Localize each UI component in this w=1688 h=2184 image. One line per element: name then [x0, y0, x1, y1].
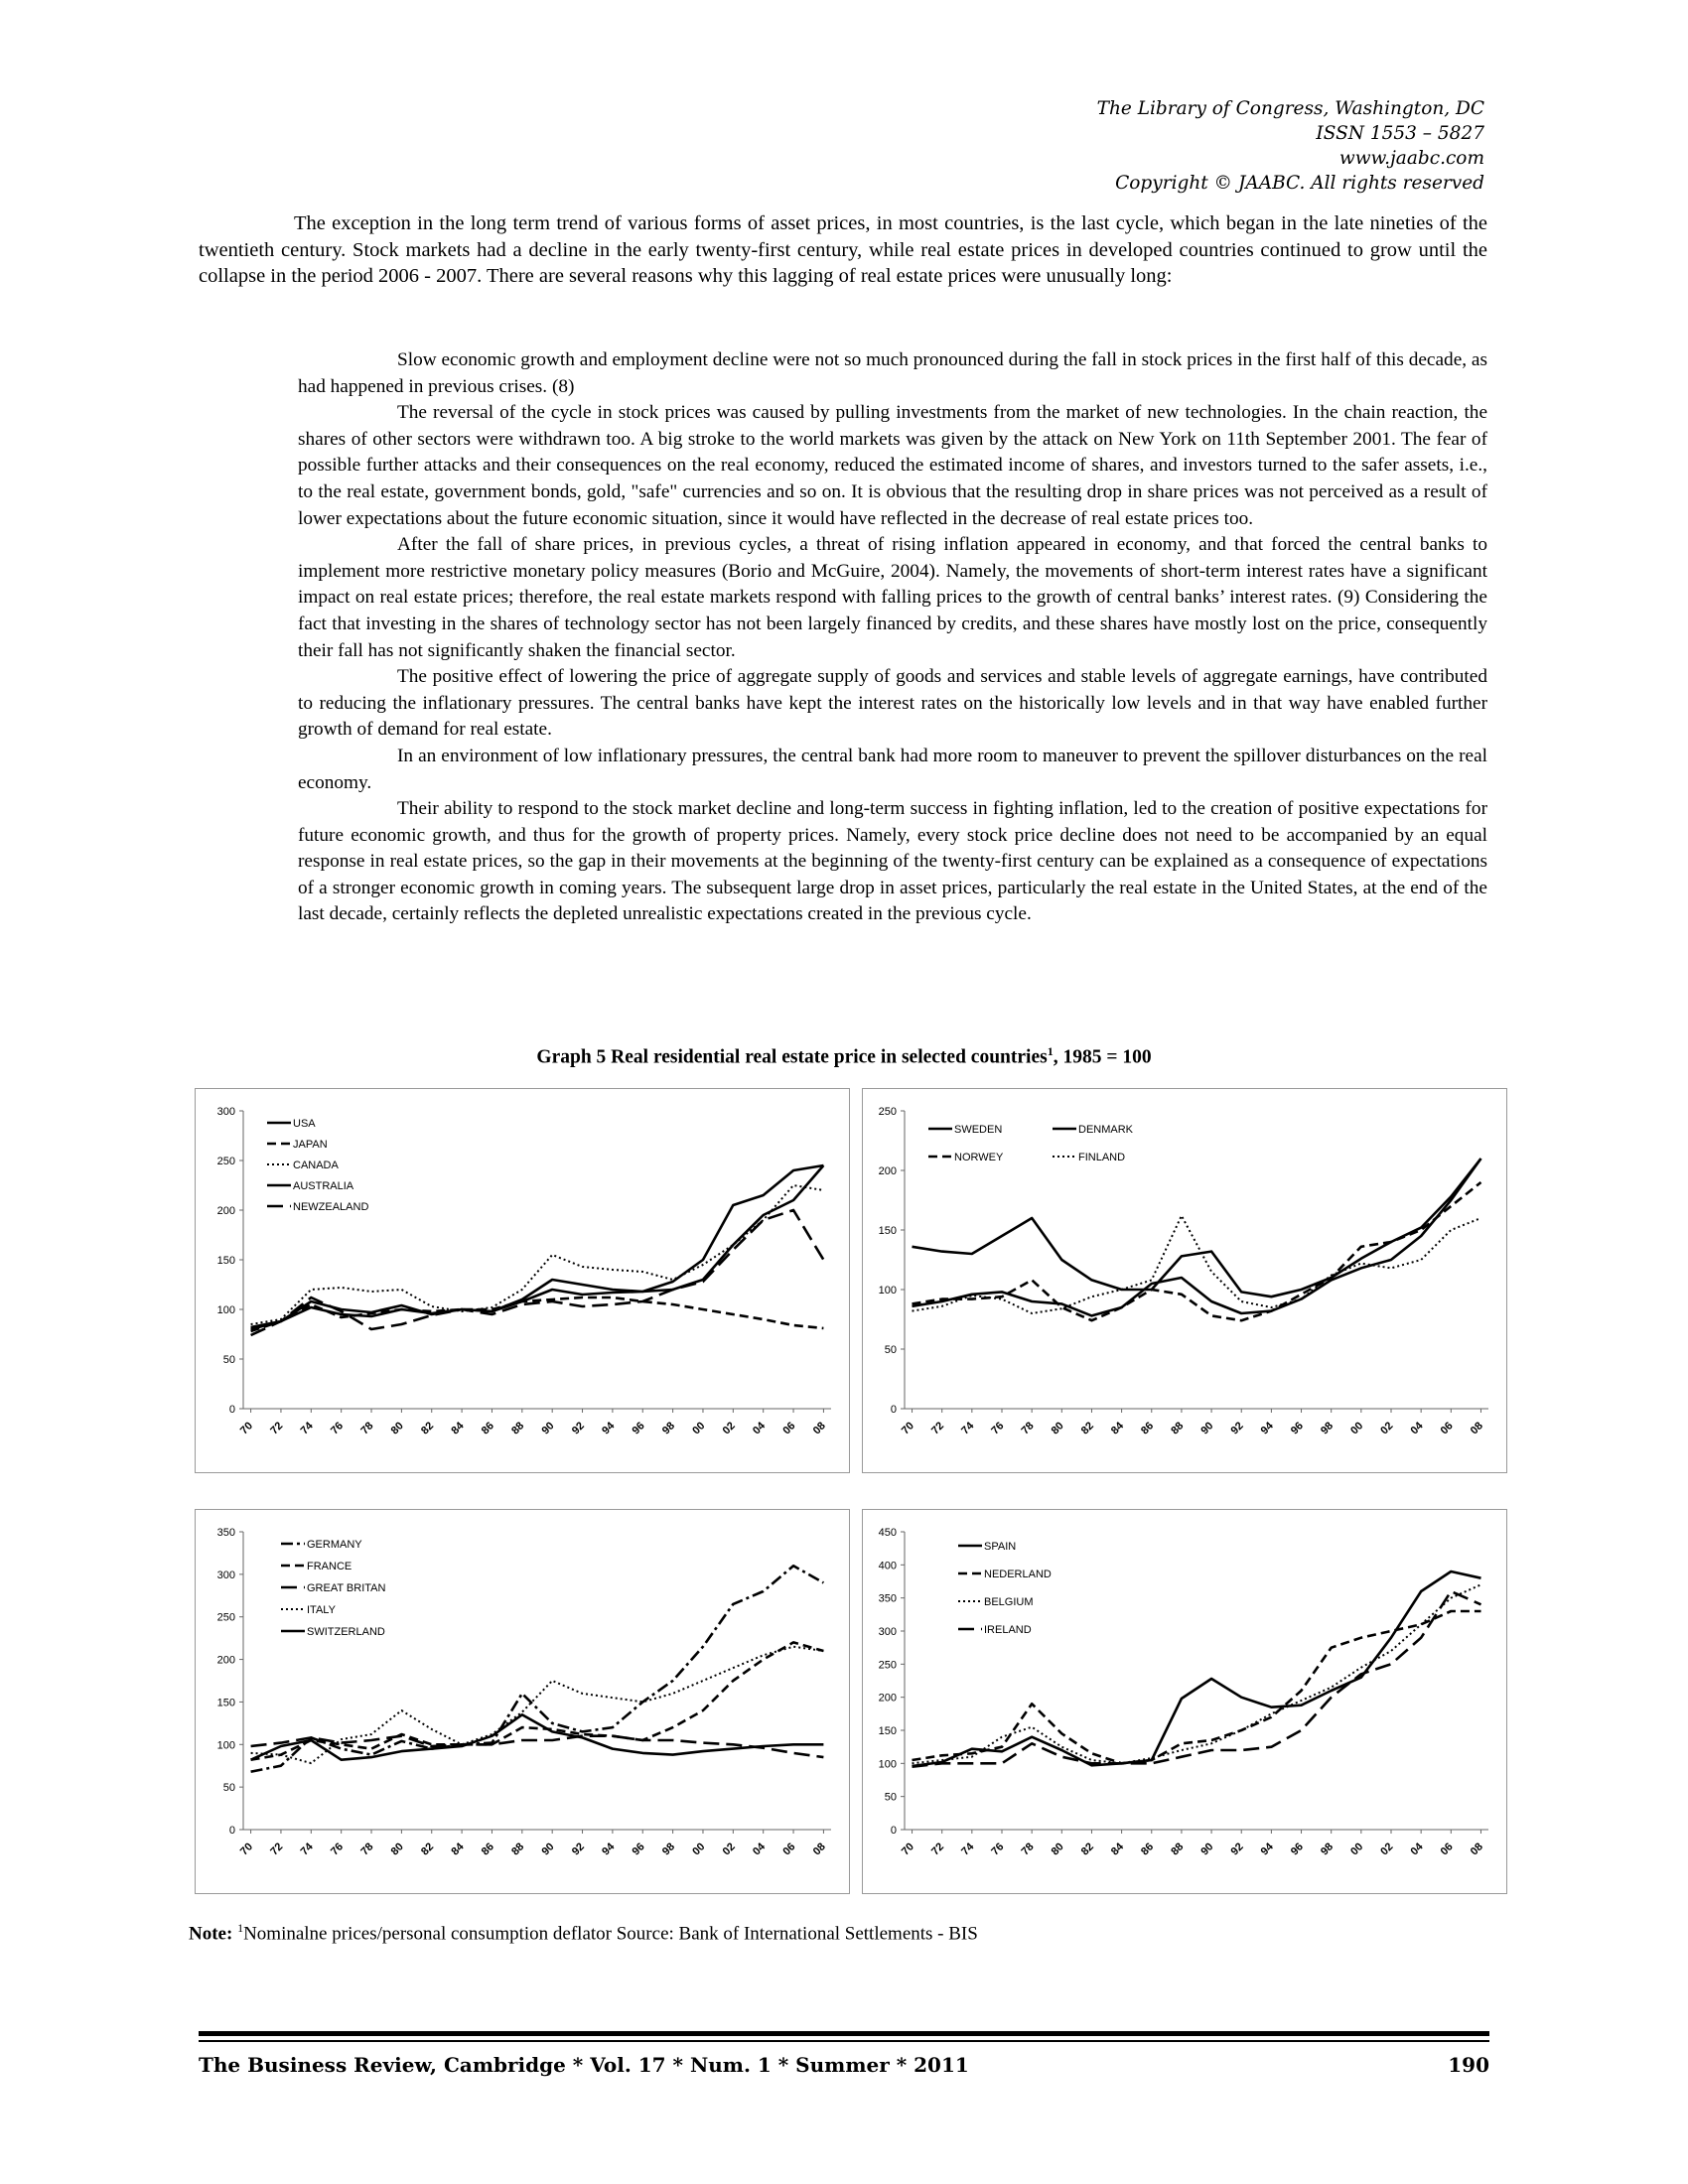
chart-1-svg — [196, 1089, 849, 1472]
x-tick-label: 06 — [1438, 1420, 1456, 1437]
x-tick-label: 94 — [1258, 1841, 1276, 1858]
x-tick-label: 84 — [1108, 1420, 1127, 1437]
y-tick-label: 50 — [884, 1344, 897, 1356]
x-tick-label: 86 — [479, 1420, 496, 1437]
y-tick-label: 200 — [878, 1692, 897, 1705]
header-line-2: ISSN 1553 – 5827 — [1316, 123, 1484, 144]
x-tick-label: 98 — [659, 1841, 678, 1858]
y-tick-label: 250 — [216, 1611, 235, 1624]
y-tick-label: 250 — [878, 1106, 897, 1118]
legend-label: IRELAND — [984, 1624, 1032, 1636]
series-line-norwey — [913, 1182, 1481, 1320]
x-tick-label: 00 — [690, 1420, 708, 1437]
x-tick-label: 74 — [298, 1841, 316, 1858]
legend-label: JAPAN — [293, 1139, 328, 1151]
x-tick-label: 82 — [1078, 1841, 1096, 1858]
quote-paragraph-6: Their ability to respond to the stock market decline and long-term success in fighting inflation, led to the creation of positive expectations for future economic growth, and thus for the growth of property prices. Namely, every stock price decline does not need to be accompanied by an equal response in real estate prices, so the gap in their movements at the beginning of the twenty-first century can be explained as a consequence of expectations of a stronger economic growth in coming years. The subsequent large drop in asset prices, particularly the real estate in the United States, at the end of the last decade, certainly reflects the depleted unrealistic expectations created in the previous cycle. — [298, 798, 1487, 925]
series-line-sweden — [913, 1159, 1481, 1297]
y-tick-label: 350 — [216, 1527, 235, 1539]
legend-label: GERMANY — [307, 1539, 362, 1551]
x-tick-label: 88 — [509, 1420, 527, 1437]
x-tick-label: 82 — [1078, 1420, 1096, 1437]
x-tick-label: 88 — [1169, 1841, 1187, 1858]
footer-rule-thick — [199, 2031, 1489, 2036]
legend-label: SWEDEN — [954, 1124, 1003, 1136]
x-tick-label: 74 — [959, 1841, 977, 1858]
y-tick-label: 250 — [878, 1659, 897, 1672]
y-tick-label: 50 — [884, 1791, 897, 1804]
y-tick-label: 100 — [878, 1285, 897, 1297]
x-tick-label: 82 — [419, 1841, 437, 1858]
x-tick-label: 72 — [268, 1841, 286, 1858]
x-tick-label: 80 — [1049, 1420, 1066, 1437]
x-tick-label: 04 — [750, 1841, 769, 1858]
y-tick-label: 200 — [216, 1654, 235, 1667]
x-tick-label: 84 — [449, 1841, 467, 1858]
footer-rule-thin — [199, 2040, 1489, 2042]
x-tick-label: 86 — [479, 1841, 496, 1858]
x-tick-label: 78 — [1019, 1841, 1037, 1858]
x-tick-label: 96 — [1288, 1420, 1306, 1437]
quote-paragraph-2: The reversal of the cycle in stock prices was caused by pulling investments from the market of new technologies. In the chain reaction, the shares of other sectors were withdrawn too. A big stroke to the world markets was given by the attack on New York on 11th September 2001. The fear of possible further attacks and their consequences on the real economy, reduced the estimated income of shares, and investors turned to the safer assets, i.e., to the real estate, government bonds, gold, "safe" currencies and so on. It is obvious that the resulting drop in share prices was not perceived as a result of lower expectations about the future economic situation, since it would have reflected in the decrease of real estate prices too. — [298, 402, 1487, 529]
body-text — [199, 210, 1487, 290]
legend-label: ITALY — [307, 1604, 336, 1616]
header-line-4: Copyright © JAABC. All rights reserved — [1115, 173, 1484, 194]
chart-2 — [862, 1088, 1507, 1473]
x-tick-label: 86 — [1139, 1420, 1157, 1437]
y-tick-label: 0 — [890, 1825, 897, 1837]
legend-label: SWITZERLAND — [307, 1626, 385, 1638]
quote-paragraph-5: In an environment of low inflationary pressures, the central bank had more room to maneuver to prevent the spillover disturbances on the real economy. — [298, 745, 1487, 793]
x-tick-label: 70 — [899, 1841, 916, 1858]
y-tick-label: 100 — [216, 1739, 235, 1752]
x-tick-label: 86 — [1139, 1841, 1157, 1858]
x-tick-label: 84 — [449, 1420, 467, 1437]
chart-4 — [862, 1509, 1507, 1894]
x-tick-label: 94 — [600, 1841, 618, 1858]
x-tick-label: 70 — [899, 1420, 916, 1437]
chart-3-svg — [196, 1510, 849, 1893]
header-line-1: The Library of Congress, Washington, DC — [1096, 98, 1484, 119]
x-tick-label: 06 — [780, 1841, 798, 1858]
x-tick-label: 88 — [1169, 1420, 1187, 1437]
y-tick-label: 250 — [216, 1156, 235, 1167]
x-tick-label: 04 — [1408, 1420, 1426, 1437]
x-tick-label: 70 — [237, 1420, 256, 1437]
x-tick-label: 98 — [1318, 1420, 1336, 1437]
x-tick-label: 02 — [1378, 1841, 1396, 1858]
x-tick-label: 92 — [1228, 1841, 1246, 1858]
y-tick-label: 200 — [216, 1205, 235, 1217]
graph-title-tail: , 1985 = 100 — [1053, 1046, 1152, 1068]
x-tick-label: 72 — [268, 1420, 286, 1437]
chart-1 — [195, 1088, 850, 1473]
legend-label: CANADA — [293, 1160, 339, 1171]
legend-label: AUSTRALIA — [293, 1180, 354, 1192]
x-tick-label: 78 — [358, 1841, 376, 1858]
x-tick-label: 96 — [630, 1420, 647, 1437]
y-tick-label: 0 — [228, 1825, 235, 1837]
y-tick-label: 200 — [878, 1165, 897, 1177]
legend-label: FRANCE — [307, 1561, 352, 1572]
x-tick-label: 82 — [419, 1420, 437, 1437]
figure-note — [189, 1921, 978, 1945]
x-tick-label: 02 — [1378, 1420, 1396, 1437]
note-footnote-mark: 1 — [237, 1921, 244, 1935]
x-tick-label: 96 — [1288, 1841, 1306, 1858]
body-paragraph-1: The exception in the long term trend of various forms of asset prices, in most countries, is the last cycle, which began in the late nineties of the twentieth century. Stock markets had a decline in the early twenty-first century, while real estate prices in developed countries continued to grow until the collapse in the period 2006 - 2007. There are several reasons why this lagging of real estate prices were unusually long: — [199, 212, 1487, 287]
x-tick-label: 76 — [989, 1841, 1007, 1858]
x-tick-label: 04 — [1408, 1841, 1426, 1858]
x-tick-label: 90 — [539, 1420, 557, 1437]
x-tick-label: 76 — [328, 1841, 347, 1858]
y-tick-label: 0 — [228, 1404, 235, 1416]
x-tick-label: 76 — [989, 1420, 1007, 1437]
x-tick-label: 06 — [1438, 1841, 1456, 1858]
y-tick-label: 350 — [878, 1592, 897, 1605]
y-tick-label: 150 — [216, 1255, 235, 1267]
x-tick-label: 04 — [750, 1420, 769, 1437]
x-tick-label: 78 — [1019, 1420, 1037, 1437]
x-tick-label: 02 — [720, 1420, 738, 1437]
quote-paragraph-4: The positive effect of lowering the price of aggregate supply of goods and services and stable levels of aggregate earnings, have contributed to reducing the inflationary pressures. The central banks have kept the interest rates on the historically low levels and in that way have enabled further growth of demand for real estate. — [298, 666, 1487, 741]
y-tick-label: 300 — [216, 1569, 235, 1581]
legend-label: GREAT BRITAN — [307, 1582, 386, 1594]
legend-label: USA — [293, 1118, 316, 1130]
x-tick-label: 90 — [539, 1841, 557, 1858]
x-tick-label: 02 — [720, 1841, 738, 1858]
y-tick-label: 100 — [878, 1758, 897, 1771]
x-tick-label: 84 — [1108, 1841, 1127, 1858]
y-tick-label: 50 — [222, 1354, 235, 1366]
x-tick-label: 74 — [298, 1420, 316, 1437]
x-tick-label: 00 — [1348, 1841, 1366, 1858]
note-label: Note: — [189, 1923, 233, 1945]
x-tick-label: 92 — [569, 1841, 587, 1858]
x-tick-label: 98 — [659, 1420, 678, 1437]
x-tick-label: 72 — [928, 1841, 947, 1858]
y-tick-label: 100 — [216, 1304, 235, 1316]
series-line-newzealand — [251, 1210, 824, 1335]
y-tick-label: 150 — [878, 1225, 897, 1237]
legend-label: FINLAND — [1078, 1152, 1126, 1163]
block-quote — [298, 347, 1487, 928]
legend-label: SPAIN — [984, 1541, 1017, 1553]
y-tick-label: 300 — [216, 1106, 235, 1118]
x-tick-label: 80 — [1049, 1841, 1066, 1858]
chart-3 — [195, 1509, 850, 1894]
legend-label: NEWZEALAND — [293, 1201, 369, 1213]
legend-label: NORWEY — [954, 1152, 1004, 1163]
y-tick-label: 300 — [878, 1626, 897, 1638]
x-tick-label: 94 — [600, 1420, 618, 1437]
y-tick-label: 150 — [878, 1725, 897, 1737]
y-tick-label: 150 — [216, 1697, 235, 1709]
x-tick-label: 88 — [509, 1841, 527, 1858]
x-tick-label: 08 — [810, 1841, 828, 1858]
legend-label: DENMARK — [1078, 1124, 1134, 1136]
chart-2-svg — [863, 1089, 1506, 1472]
x-tick-label: 70 — [237, 1841, 256, 1858]
x-tick-label: 78 — [358, 1420, 376, 1437]
y-tick-label: 400 — [878, 1560, 897, 1572]
y-tick-label: 450 — [878, 1527, 897, 1539]
series-line-belgium — [913, 1584, 1481, 1763]
graph-title-footnote-mark: 1 — [1047, 1044, 1054, 1058]
x-tick-label: 00 — [690, 1841, 708, 1858]
chart-4-svg — [863, 1510, 1506, 1893]
x-tick-label: 92 — [569, 1420, 587, 1437]
journal-header — [1097, 96, 1484, 196]
x-tick-label: 08 — [810, 1420, 828, 1437]
graph-title-text: Graph 5 Real residential real estate price in selected countries — [536, 1046, 1048, 1068]
x-tick-label: 94 — [1258, 1420, 1276, 1437]
x-tick-label: 90 — [1198, 1420, 1216, 1437]
y-tick-label: 50 — [222, 1782, 235, 1795]
x-tick-label: 96 — [630, 1841, 647, 1858]
x-tick-label: 00 — [1348, 1420, 1366, 1437]
x-tick-label: 72 — [928, 1420, 947, 1437]
x-tick-label: 08 — [1468, 1420, 1485, 1437]
x-tick-label: 80 — [388, 1420, 406, 1437]
x-tick-label: 80 — [388, 1841, 406, 1858]
x-tick-label: 06 — [780, 1420, 798, 1437]
header-line-3: www.jaabc.com — [1338, 148, 1484, 169]
legend-label: NEDERLAND — [984, 1569, 1052, 1580]
x-tick-label: 98 — [1318, 1841, 1336, 1858]
quote-paragraph-3: After the fall of share prices, in previous cycles, a threat of rising inflation appeared in economy, and that forced the central banks to implement more restrictive monetary policy measures (Borio and McGuire, 2004). Namely, the movements of short-term interest rates have a significant impact on real estate prices; therefore, the real estate markets respond with falling prices to the growth of central banks’ interest rates. (9) Considering the fact that investing in the shares of technology sector has not been largely financed by credits, and these shares have mostly lost on the price, consequently their fall has not significantly shaken the financial sector. — [298, 534, 1487, 661]
x-tick-label: 08 — [1468, 1841, 1485, 1858]
footer-journal-info: The Business Review, Cambridge * Vol. 17 * Num. 1 * Summer * 2011 — [199, 2053, 969, 2077]
note-text: Nominalne prices/personal consumption deflator Source: Bank of International Settlements - BIS — [243, 1923, 978, 1945]
x-tick-label: 90 — [1198, 1841, 1216, 1858]
x-tick-label: 76 — [328, 1420, 347, 1437]
graph-title — [0, 1044, 1688, 1069]
legend-label: BELGIUM — [984, 1596, 1034, 1608]
page-number: 190 — [1448, 2053, 1489, 2077]
series-line-switzerland — [251, 1714, 824, 1759]
quote-paragraph-1: Slow economic growth and employment decline were not so much pronounced during the fall in stock prices in the first half of this decade, as had happened in previous crises. (8) — [298, 349, 1487, 397]
x-tick-label: 74 — [959, 1420, 977, 1437]
x-tick-label: 92 — [1228, 1420, 1246, 1437]
series-line-finland — [913, 1216, 1481, 1313]
y-tick-label: 0 — [890, 1404, 897, 1416]
